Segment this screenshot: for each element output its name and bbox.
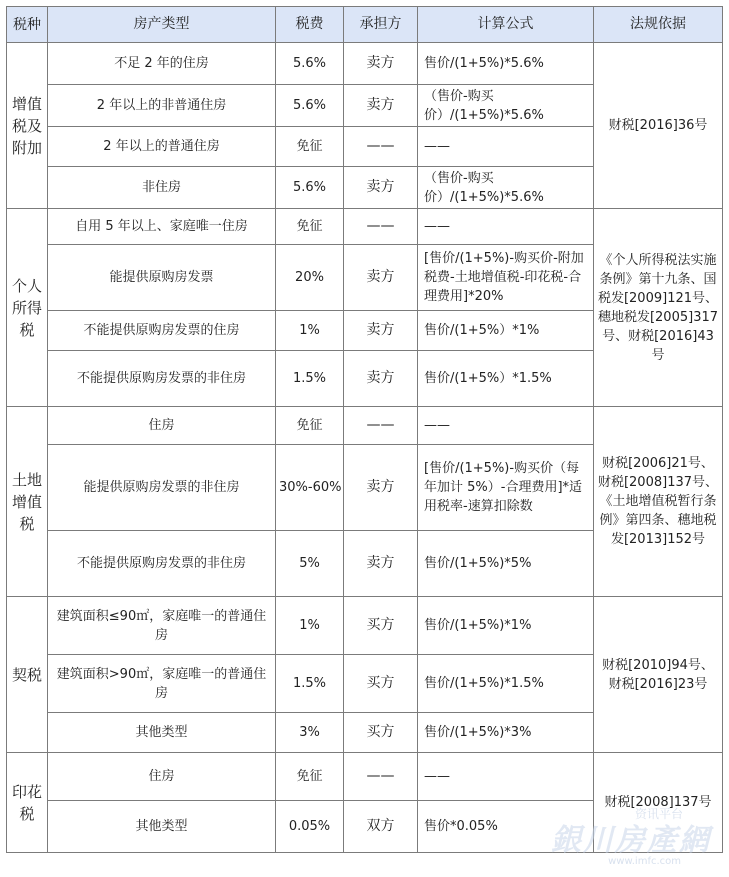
type-cell: 自用 5 年以上、家庭唯一住房 xyxy=(48,209,276,245)
table-row xyxy=(7,597,723,655)
rate-cell: 20% xyxy=(276,245,344,311)
rate-cell: 0.05% xyxy=(276,801,344,853)
rate-cell: 5.6% xyxy=(276,43,344,85)
table-row xyxy=(7,753,723,801)
type-cell: 建筑面积≤90㎡，家庭唯一的普通住房 xyxy=(48,597,276,655)
header-rate: 税费 xyxy=(276,7,344,43)
formula-cell: [售价/(1+5%)-购买价（每年加计 5%）-合理费用]*适用税率-速算扣除数 xyxy=(418,445,594,531)
type-cell: 住房 xyxy=(48,753,276,801)
header-payer: 承担方 xyxy=(344,7,418,43)
rate-cell: 免征 xyxy=(276,407,344,445)
payer-cell: 卖方 xyxy=(344,445,418,531)
type-cell: 2 年以上的非普通住房 xyxy=(48,85,276,127)
category-cell: 印花税 xyxy=(7,753,48,853)
formula-cell: 售价/(1+5%）*1.5% xyxy=(418,351,594,407)
rate-cell: 30%-60% xyxy=(276,445,344,531)
payer-cell: 买方 xyxy=(344,713,418,753)
formula-cell: 售价*0.05% xyxy=(418,801,594,853)
law-cell: 财税[2008]137号 xyxy=(594,753,723,853)
category-cell: 增值税及附加 xyxy=(7,43,48,209)
type-cell: 建筑面积>90㎡，家庭唯一的普通住房 xyxy=(48,655,276,713)
rate-cell: 免征 xyxy=(276,753,344,801)
table-row xyxy=(7,209,723,245)
payer-cell: 卖方 xyxy=(344,43,418,85)
payer-cell: 卖方 xyxy=(344,85,418,127)
header-formula: 计算公式 xyxy=(418,7,594,43)
rate-cell: 5% xyxy=(276,531,344,597)
watermark-url-text: www.imfc.com xyxy=(608,856,681,867)
payer-cell: 卖方 xyxy=(344,311,418,351)
payer-cell: 买方 xyxy=(344,597,418,655)
formula-cell: （售价-购买价）/(1+5%)*5.6% xyxy=(418,167,594,209)
type-cell: 能提供原购房发票的非住房 xyxy=(48,445,276,531)
table-row xyxy=(7,43,723,85)
type-cell: 2 年以上的普通住房 xyxy=(48,127,276,167)
formula-cell: 售价/(1+5%）*1% xyxy=(418,311,594,351)
formula-cell: —— xyxy=(418,407,594,445)
type-cell: 不足 2 年的住房 xyxy=(48,43,276,85)
rate-cell: 免征 xyxy=(276,209,344,245)
type-cell: 其他类型 xyxy=(48,801,276,853)
rate-cell: 1.5% xyxy=(276,655,344,713)
formula-cell: —— xyxy=(418,753,594,801)
payer-cell: 卖方 xyxy=(344,531,418,597)
header-category: 税种 xyxy=(7,7,48,43)
payer-cell: —— xyxy=(344,407,418,445)
payer-cell: 卖方 xyxy=(344,245,418,311)
type-cell: 不能提供原购房发票的非住房 xyxy=(48,351,276,407)
category-cell: 契税 xyxy=(7,597,48,753)
rate-cell: 1.5% xyxy=(276,351,344,407)
type-cell: 其他类型 xyxy=(48,713,276,753)
rate-cell: 5.6% xyxy=(276,167,344,209)
formula-cell: 售价/(1+5%)*5.6% xyxy=(418,43,594,85)
formula-cell: 售价/(1+5%)*5% xyxy=(418,531,594,597)
type-cell: 非住房 xyxy=(48,167,276,209)
formula-cell: （售价-购买价）/(1+5%)*5.6% xyxy=(418,85,594,127)
payer-cell: 买方 xyxy=(344,655,418,713)
law-cell: 《个人所得税法实施条例》第十九条、国税发[2009]121号、穗地税发[2005]317号、财税[2016]43号 xyxy=(594,209,723,407)
payer-cell: 卖方 xyxy=(344,351,418,407)
rate-cell: 3% xyxy=(276,713,344,753)
rate-cell: 5.6% xyxy=(276,85,344,127)
payer-cell: 卖方 xyxy=(344,167,418,209)
header-type: 房产类型 xyxy=(48,7,276,43)
type-cell: 不能提供原购房发票的住房 xyxy=(48,311,276,351)
watermark-logo-text: 銀川房產網 xyxy=(551,823,711,858)
type-cell: 能提供原购房发票 xyxy=(48,245,276,311)
header-law: 法规依据 xyxy=(594,7,723,43)
type-cell: 不能提供原购房发票的非住房 xyxy=(48,531,276,597)
law-cell: 财税[2006]21号、财税[2008]137号、《土地增值税暂行条例》第四条、穗地税发[2013]152号 xyxy=(594,407,723,597)
formula-cell: —— xyxy=(418,209,594,245)
formula-cell: 售价/(1+5%)*1.5% xyxy=(418,655,594,713)
table-row xyxy=(7,407,723,445)
rate-cell: 免征 xyxy=(276,127,344,167)
formula-cell: [售价/(1+5%)-购买价-附加税费-土地增值税-印花税-合理费用]*20% xyxy=(418,245,594,311)
tax-table xyxy=(6,6,723,853)
category-cell: 土地增值税 xyxy=(7,407,48,597)
payer-cell: 双方 xyxy=(344,801,418,853)
formula-cell: —— xyxy=(418,127,594,167)
payer-cell: —— xyxy=(344,209,418,245)
payer-cell: —— xyxy=(344,753,418,801)
law-cell: 财税[2016]36号 xyxy=(594,43,723,209)
payer-cell: —— xyxy=(344,127,418,167)
watermark-top-text: 资讯平台 xyxy=(634,807,683,821)
category-cell: 个人所得税 xyxy=(7,209,48,407)
law-cell: 财税[2010]94号、财税[2016]23号 xyxy=(594,597,723,753)
rate-cell: 1% xyxy=(276,597,344,655)
type-cell: 住房 xyxy=(48,407,276,445)
table-header-row xyxy=(7,7,723,43)
formula-cell: 售价/(1+5%)*1% xyxy=(418,597,594,655)
formula-cell: 售价/(1+5%)*3% xyxy=(418,713,594,753)
rate-cell: 1% xyxy=(276,311,344,351)
